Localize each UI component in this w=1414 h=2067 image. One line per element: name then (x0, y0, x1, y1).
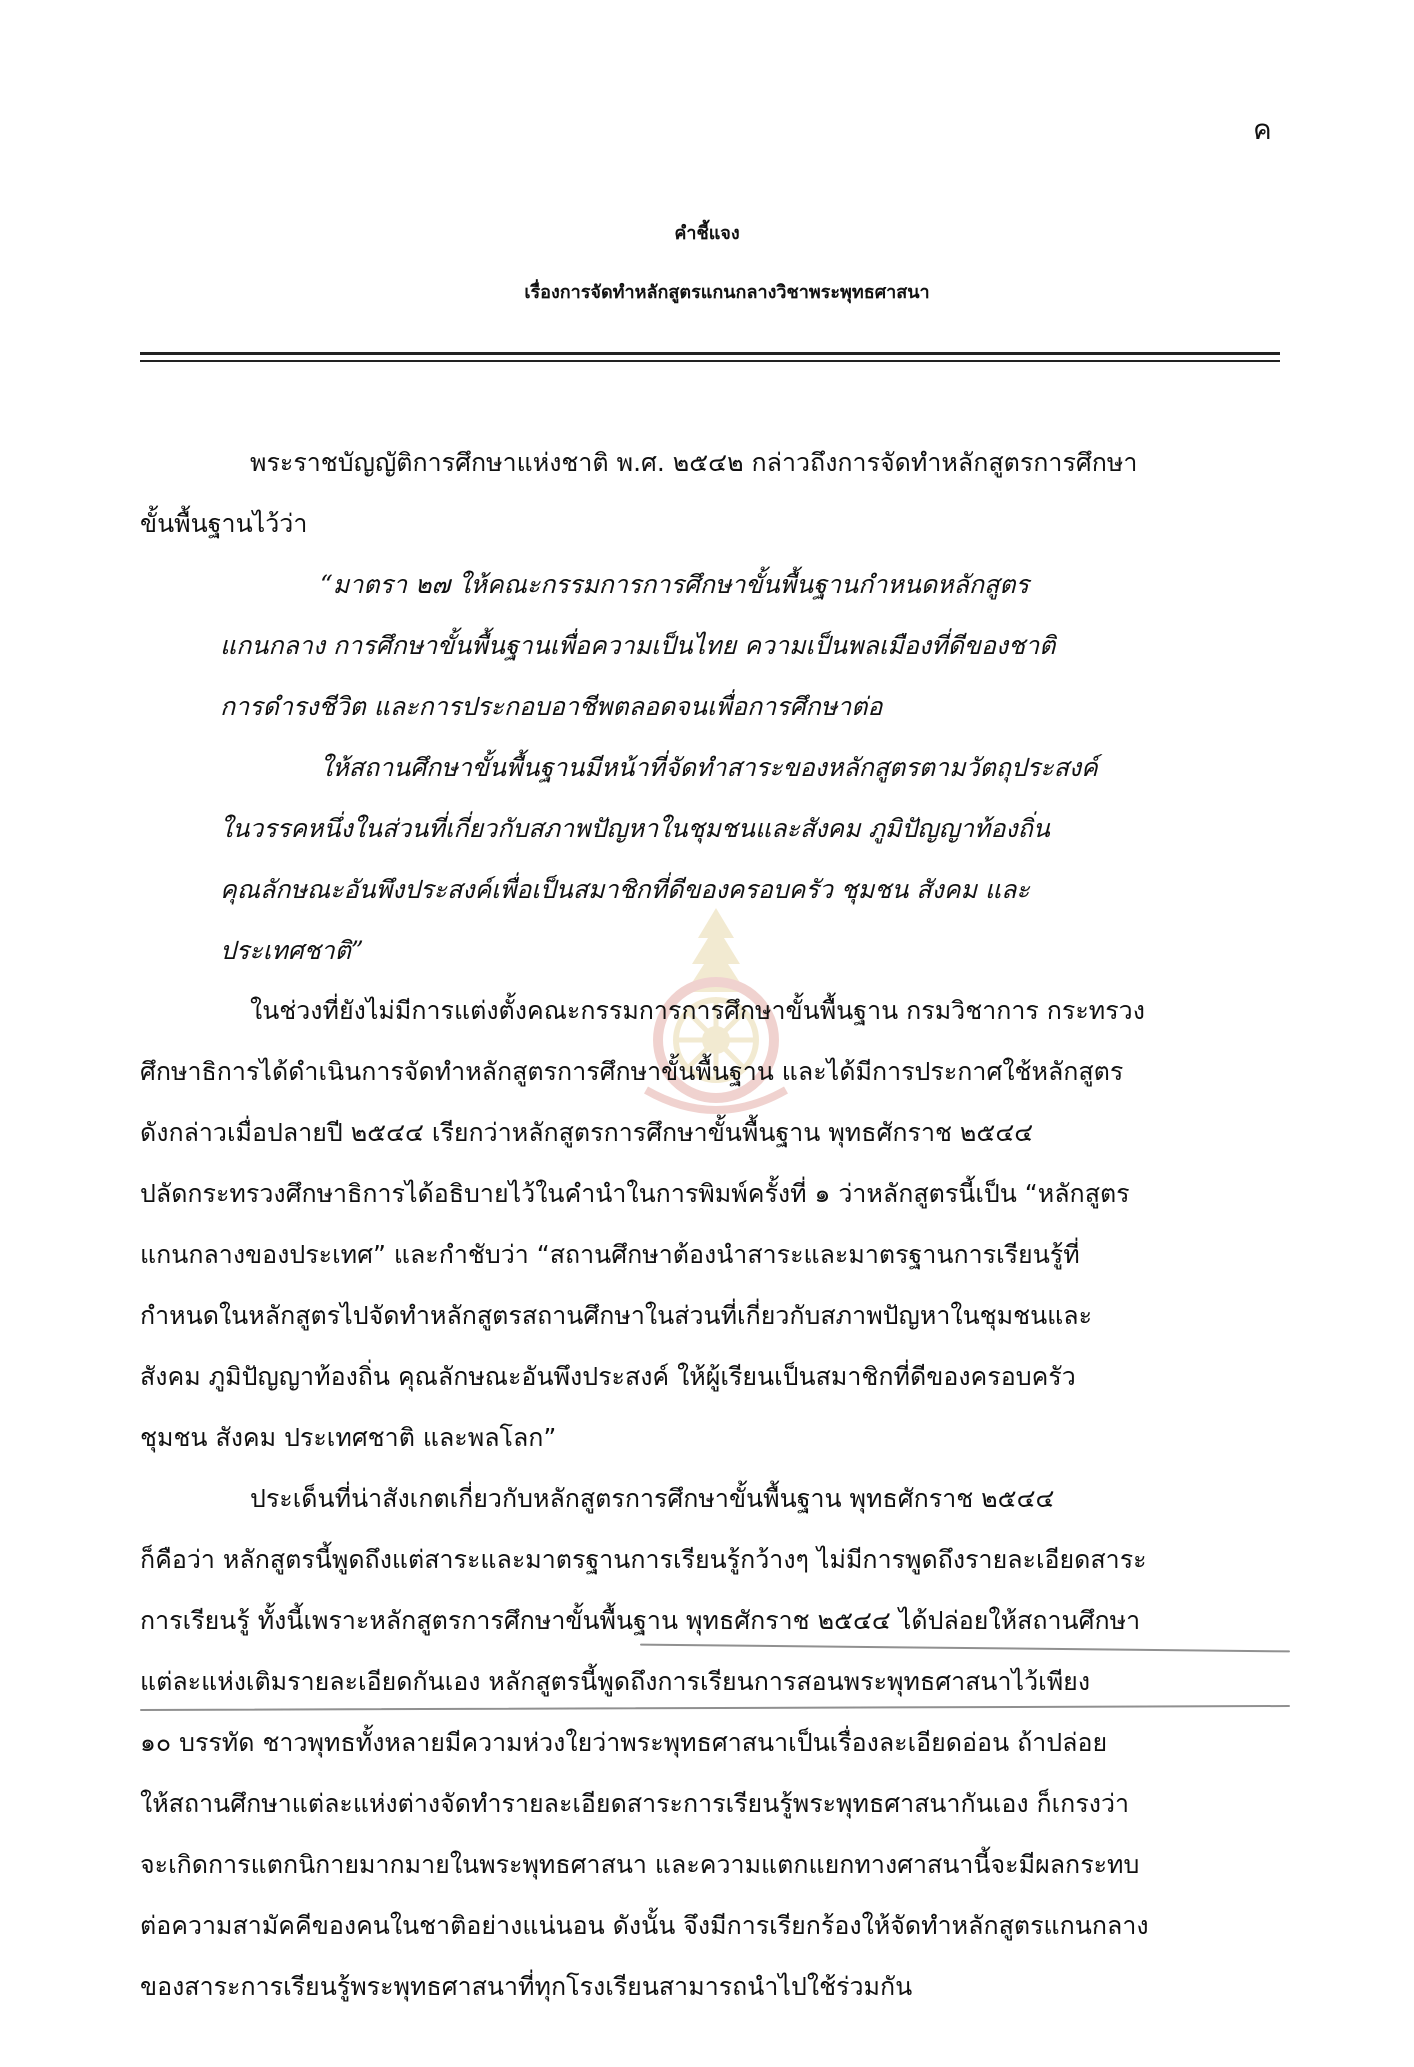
quote-line: การดำรงชีวิต และการประกอบอาชีพตลอดจนเพื่อการศึกษาต่อ (220, 692, 883, 721)
paragraph-line: สังคม ภูมิปัญญาท้องถิ่น คุณลักษณะอันพึงประสงค์ ให้ผู้เรียนเป็นสมาชิกที่ดีของครอบครัว (140, 1362, 1076, 1391)
title-divider-thick (140, 352, 1280, 355)
pen-underline-2 (140, 1705, 1290, 1711)
quote-line: คุณลักษณะอันพึงประสงค์เพื่อเป็นสมาชิกที่ดีของครอบครัว ชุมชน สังคม และ (220, 875, 1030, 904)
quote-line: ในวรรคหนึ่งในส่วนที่เกี่ยวกับสภาพปัญหาในชุมชนและสังคม ภูมิปัญญาท้องถิ่น (220, 814, 1050, 843)
pen-underline-1 (640, 1644, 1290, 1653)
page-marker: ค (1253, 113, 1272, 146)
paragraph-line: ในช่วงที่ยังไม่มีการแต่งตั้งคณะกรรมการการศึกษาขั้นพื้นฐาน กรมวิชาการ กระทรวง (250, 996, 1145, 1025)
paragraph-line: ต่อความสามัคคีของคนในชาติอย่างแน่นอน ดังนั้น จึงมีการเรียกร้องให้จัดทำหลักสูตรแกนกลาง (140, 1911, 1149, 1940)
paragraph-line: ประเด็นที่น่าสังเกตเกี่ยวกับหลักสูตรการศึกษาขั้นพื้นฐาน พุทธศักราช ๒๕๔๔ (250, 1484, 1055, 1513)
title-divider-thin (140, 360, 1280, 362)
paragraph-line: กำหนดในหลักสูตรไปจัดทำหลักสูตรสถานศึกษาในส่วนที่เกี่ยวกับสภาพปัญหาในชุมชนและ (140, 1301, 1093, 1330)
page-title: คำชี้แจง (674, 223, 740, 244)
paragraph-line: พระราชบัญญัติการศึกษาแห่งชาติ พ.ศ. ๒๕๔๒ กล่าวถึงการจัดทำหลักสูตรการศึกษา (250, 448, 1138, 477)
paragraph-line: ๑๐ บรรทัด ชาวพุทธทั้งหลายมีความห่วงใยว่าพระพุทธศาสนาเป็นเรื่องละเอียดอ่อน ถ้าปล่อย (140, 1728, 1108, 1757)
paragraph-line: ของสาระการเรียนรู้พระพุทธศาสนาที่ทุกโรงเรียนสามารถนำไปใช้ร่วมกัน (140, 1972, 913, 2001)
quote-line: ให้สถานศึกษาขั้นพื้นฐานมีหน้าที่จัดทำสาระของหลักสูตรตามวัตถุประสงค์ (320, 753, 1098, 782)
paragraph-line: ศึกษาธิการได้ดำเนินการจัดทำหลักสูตรการศึกษาขั้นพื้นฐาน และได้มีการประกาศใช้หลักสูตร (140, 1057, 1124, 1086)
paragraph-line: การเรียนรู้ ทั้งนี้เพราะหลักสูตรการศึกษาขั้นพื้นฐาน พุทธศักราช ๒๕๔๔ ได้ปล่อยให้สถานศึกษา (140, 1606, 1141, 1635)
quote-line: “มาตรา ๒๗ ให้คณะกรรมการการศึกษาขั้นพื้นฐานกำหนดหลักสูตร (320, 570, 1029, 599)
paragraph-line: แกนกลางของประเทศ” และกำชับว่า “สถานศึกษาต้องนำสาระและมาตรฐานการเรียนรู้ที่ (140, 1240, 1080, 1269)
paragraph-line: ชุมชน สังคม ประเทศชาติ และพลโลก” (140, 1423, 557, 1452)
paragraph-line: ก็คือว่า หลักสูตรนี้พูดถึงแต่สาระและมาตรฐานการเรียนรู้กว้างๆ ไม่มีการพูดถึงรายละเอียดสาระ (140, 1545, 1147, 1574)
paragraph-line: ดังกล่าวเมื่อปลายปี ๒๕๔๔ เรียกว่าหลักสูตรการศึกษาขั้นพื้นฐาน พุทธศักราช ๒๕๔๔ (140, 1118, 1034, 1147)
paragraph-line: ขั้นพื้นฐานไว้ว่า (140, 509, 308, 538)
quote-line: แกนกลาง การศึกษาขั้นพื้นฐานเพื่อความเป็นไทย ความเป็นพลเมืองที่ดีของชาติ (220, 631, 1056, 660)
paragraph-line: ให้สถานศึกษาแต่ละแห่งต่างจัดทำรายละเอียดสาระการเรียนรู้พระพุทธศาสนากันเอง ก็เกรงว่า (140, 1789, 1130, 1818)
paragraph-line: จะเกิดการแตกนิกายมากมายในพระพุทธศาสนา และความแตกแยกทางศาสนานี้จะมีผลกระทบ (140, 1850, 1140, 1879)
paragraph-line: ปลัดกระทรวงศึกษาธิการได้อธิบายไว้ในคำนำในการพิมพ์ครั้งที่ ๑ ว่าหลักสูตรนี้เป็น “หลักสูตร (140, 1179, 1130, 1208)
quote-line: ประเทศชาติ” (220, 936, 364, 965)
paragraph-line: แต่ละแห่งเติมรายละเอียดกันเอง หลักสูตรนี้พูดถึงการเรียนการสอนพระพุทธศาสนาไว้เพียง (140, 1667, 1091, 1696)
page-subtitle: เรื่องการจัดทำหลักสูตรแกนกลางวิชาพระพุทธศาสนา (524, 282, 930, 303)
